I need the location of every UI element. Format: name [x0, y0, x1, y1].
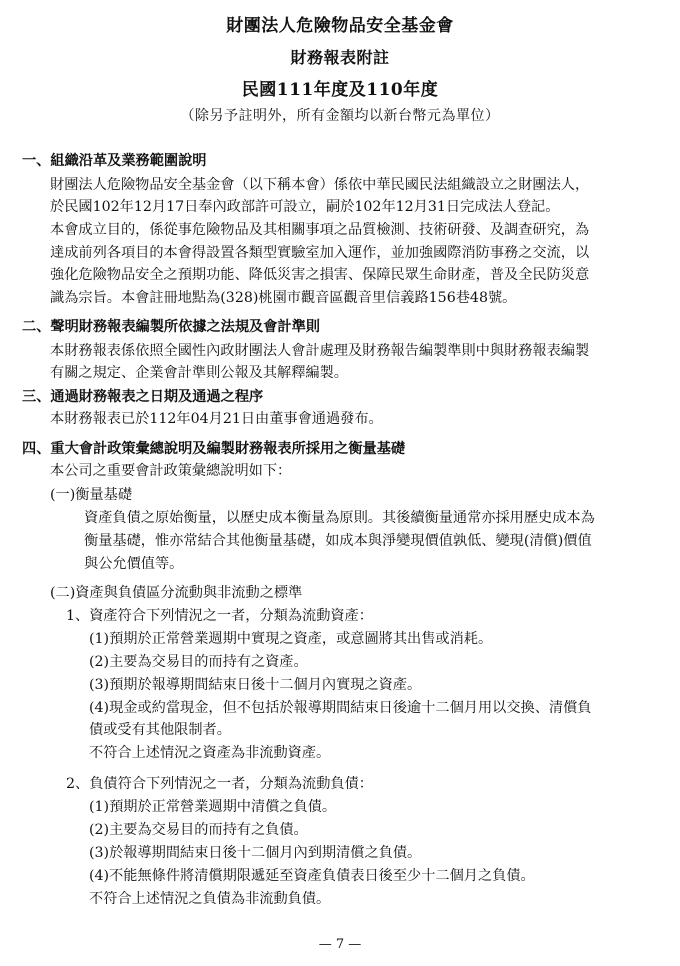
document-title: 財務報表附註 — [290, 48, 390, 67]
body-line: 不符合上述情況之負債為非流動負債。 — [89, 891, 331, 907]
document-period: 民國111年度及110年度 — [241, 80, 439, 100]
body-line: 有關之規定、企業會計準則公報及其解釋編製。 — [50, 365, 348, 381]
body-line: 本財務報表已於112年04月21日由董事會通過發布。 — [50, 411, 383, 427]
body-line: 達成前列各項目的本會得設置各類型實驗室加入運作，並加強國際消防事務之交流，以 — [50, 245, 590, 261]
list-item: (3)預期於報導期間結束日後十二個月內實現之資產。 — [89, 677, 422, 693]
body-line: 資產負債之原始衡量，以歷史成本衡量為原則。其後續衡量通常亦採用歷史成本為 — [84, 510, 595, 526]
list-item: (3)於報導期間結束日後十二個月內到期清償之負債。 — [89, 845, 422, 861]
body-line: 財團法人危險物品安全基金會（以下稱本會）係依中華民國民法組織設立之財團法人， — [50, 177, 590, 193]
list-item: (1)預期於正常營業週期中清償之負債。 — [89, 799, 337, 815]
body-line: 識為宗旨。本會註冊地點為(328)桃園市觀音區觀音里信義路156巷48號。 — [50, 290, 517, 306]
body-line: 本公司之重要會計政策彙總說明如下： — [50, 463, 292, 479]
list-item: 債或受有其他限制者。 — [89, 722, 231, 738]
unit-note: （除另予註明外，所有金額均以新台幣元為單位） — [180, 108, 500, 124]
document-org-title: 財團法人危險物品安全基金會 — [226, 16, 454, 36]
section-3-heading: 三、通過財務報表之日期及通過之程序 — [22, 389, 264, 405]
list-item: 1、資產符合下列情況之一者，分類為流動資產： — [66, 608, 373, 624]
page-number: — 7 — — [318, 937, 362, 952]
subsection-heading: (二)資產與負債區分流動與非流動之標準 — [50, 585, 303, 601]
section-2-heading: 二、聲明財務報表編製所依據之法規及會計準則 — [22, 319, 320, 335]
body-line: 本會成立目的，係從事危險物品及其相關事項之品質檢測、技術研發、及調查研究，為 — [50, 222, 590, 238]
section-4-heading: 四、重大會計政策彙總說明及編製財務報表所採用之衡量基礎 — [22, 441, 406, 457]
body-line: 強化危險物品安全之預期功能、降低災害之損害、保障民眾生命財產，普及全民防災意 — [50, 267, 590, 283]
body-line: 於民國102年12月17日奉內政部許可設立，嗣於102年12月31日完成法人登記。 — [50, 199, 560, 215]
subsection-heading: (一)衡量基礎 — [50, 487, 133, 503]
section-1-heading: 一、組織沿革及業務範圍說明 — [22, 153, 207, 169]
list-item: (2)主要為交易目的而持有之資產。 — [89, 654, 308, 670]
list-item: 2、負債符合下列情況之一者，分類為流動負債： — [66, 776, 373, 792]
body-line: 本財務報表係依照全國性內政財團法人會計處理及財務報告編製準則中與財務報表編製 — [50, 343, 590, 359]
list-item: (4)不能無條件將清償期限遞延至資產負債表日後至少十二個月之負債。 — [89, 868, 535, 884]
body-line: 與公允價值等。 — [84, 556, 184, 572]
body-line: 不符合上述情況之資產為非流動資產。 — [89, 745, 331, 761]
list-item: (4)現金或約當現金，但不包括於報導期間結束日後逾十二個月用以交換、清償負 — [89, 700, 592, 716]
list-item: (2)主要為交易目的而持有之負債。 — [89, 822, 308, 838]
list-item: (1)預期於正常營業週期中實現之資產，或意圖將其出售或消耗。 — [89, 631, 493, 647]
body-line: 衡量基礎，惟亦常結合其他衡量基礎，如成本與淨變現價值孰低、變現(清償)價值 — [84, 533, 592, 549]
